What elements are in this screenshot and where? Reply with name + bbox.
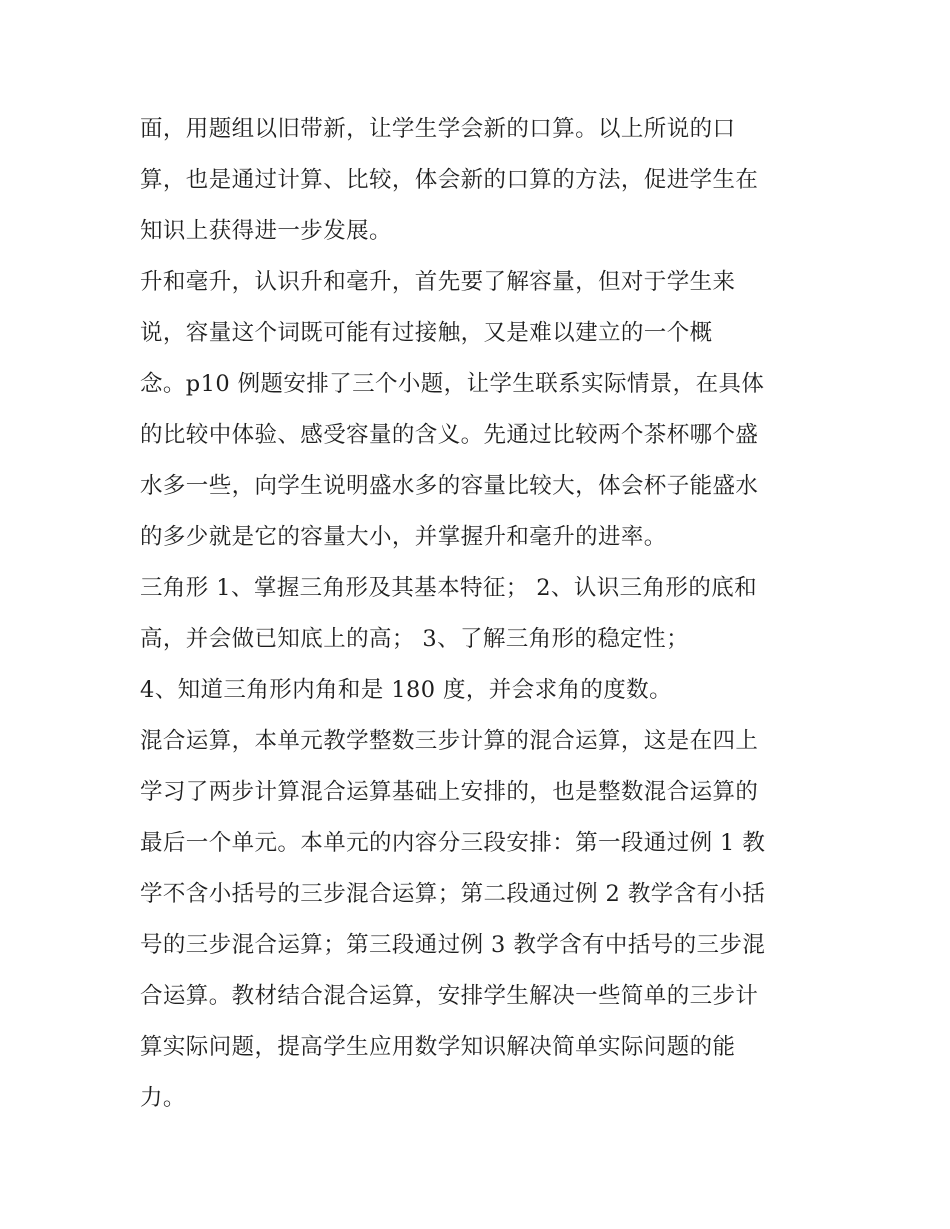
text-line: 合运算。教材结合混合运算，安排学生解决一些简单的三步计 (140, 983, 759, 1009)
text-line: 念。p10 例题安排了三个小题，让学生联系实际情景，在具体 (140, 371, 765, 397)
text-line: 说，容量这个词既可能有过接触，又是难以建立的一个概 (140, 320, 713, 346)
text-line: 混合运算，本单元教学整数三步计算的混合运算，这是在四上 (140, 728, 759, 754)
text-line: 升和毫升，认识升和毫升，首先要了解容量，但对于学生来 (140, 269, 736, 295)
text-line: 算，也是通过计算、比较，体会新的口算的方法，促进学生在 (140, 167, 759, 193)
document-body (140, 104, 820, 1124)
text-line: 的多少就是它的容量大小，并掌握升和毫升的进率。 (140, 524, 667, 550)
text-line: 最后一个单元。本单元的内容分三段安排：第一段通过例 1 教 (140, 830, 766, 856)
text-line: 学不含小括号的三步混合运算；第二段通过例 2 教学含有小括 (140, 881, 766, 907)
text-line: 算实际问题，提高学生应用数学知识解决简单实际问题的能 (140, 1034, 736, 1060)
text-line: 三角形 1、掌握三角形及其基本特征； 2、认识三角形的底和 (140, 575, 758, 601)
text-line: 水多一些，向学生说明盛水多的容量比较大，体会杯子能盛水 (140, 473, 759, 499)
text-line: 知识上获得进一步发展。 (140, 218, 392, 244)
text-line: 面，用题组以旧带新，让学生学会新的口算。以上所说的口 (140, 116, 736, 142)
text-line: 4、知道三角形内角和是 180 度，并会求角的度数。 (140, 677, 672, 703)
text-line: 高，并会做已知底上的高； 3、了解三角形的稳定性； (140, 626, 689, 652)
text-line: 力。 (140, 1085, 186, 1111)
text-line: 学习了两步计算混合运算基础上安排的，也是整数混合运算的 (140, 779, 759, 805)
text-line: 号的三步混合运算；第三段通过例 3 教学含有中括号的三步混 (140, 932, 766, 958)
text-line: 的比较中体验、感受容量的含义。先通过比较两个茶杯哪个盛 (140, 422, 759, 448)
